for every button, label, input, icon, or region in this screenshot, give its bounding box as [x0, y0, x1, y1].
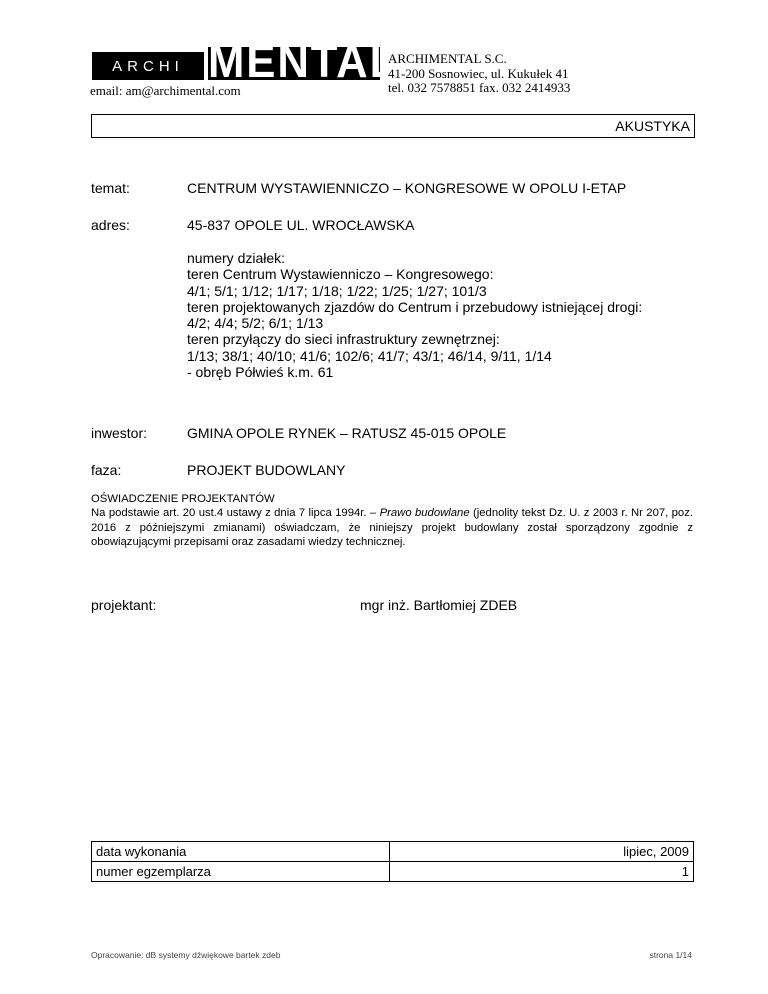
- parcel-line: - obręb Półwieś k.m. 61: [187, 364, 334, 381]
- temat-label: temat:: [91, 180, 130, 196]
- document-meta-table: [91, 841, 694, 882]
- meta-value-date: lipiec, 2009: [390, 842, 694, 862]
- declaration-law-name: Prawo budowlane: [379, 507, 470, 520]
- adres-value: 45-837 OPOLE UL. WROCŁAWSKA: [187, 217, 415, 233]
- parcel-line: 1/13; 38/1; 40/10; 41/6; 102/6; 41/7; 43/1; 46/14, 9/11, 1/14: [187, 347, 552, 364]
- inwestor-label: inwestor:: [91, 425, 148, 441]
- company-address: 41-200 Sosnowiec, ul. Kukułek 41: [388, 65, 569, 81]
- declaration-title: OŚWIADCZENIE PROJEKTANTÓW: [91, 493, 275, 505]
- meta-key-date: data wykonania: [92, 842, 390, 862]
- table-row: [92, 862, 694, 882]
- adres-label: adres:: [91, 217, 130, 233]
- designer-label: projektant:: [91, 597, 157, 613]
- faza-value: PROJEKT BUDOWLANY: [187, 462, 346, 478]
- section-title-box: [91, 114, 695, 138]
- parcel-line: numery działek:: [187, 250, 286, 266]
- parcel-line: teren Centrum Wystawienniczo – Kongresowego:: [187, 266, 494, 283]
- logo-mental-text: MENTAL: [208, 35, 399, 87]
- parcel-line: 4/1; 5/1; 1/12; 1/17; 1/18; 1/22; 1/25; 1/27; 101/3: [187, 282, 487, 299]
- company-logo: [92, 35, 399, 87]
- parcel-line: 4/2; 4/4; 5/2; 6/1; 1/13: [187, 315, 324, 332]
- parcel-line: teren przyłączy do sieci infrastruktury zewnętrznej:: [187, 331, 500, 348]
- designer-declaration: [91, 492, 693, 549]
- temat-value: CENTRUM WYSTAWIENNICZO – KONGRESOWE W OPOLU I-ETAP: [187, 180, 627, 196]
- section-title: AKUSTYKA: [615, 118, 690, 134]
- company-email: email: am@archimental.com: [90, 83, 241, 98]
- declaration-text-end: (jednolity tekst Dz. U. z 2003 r. Nr 207, poz. 2016 z późniejszymi zmianami) oświadczam, że niniejszy projekt budowlany został sporządzony zgodnie z obowiązującymi przepisami oraz zasadami wiedzy technicznej.: [91, 507, 694, 548]
- footer-author: Opracowanie: dB systemy dźwiękowe bartek zdeb: [91, 950, 281, 960]
- declaration-text-start: Na podstawie art. 20 ust.4 ustawy z dnia 7 lipca 1994r. –: [91, 507, 380, 520]
- company-info: [388, 52, 570, 96]
- declaration-text: [91, 506, 693, 549]
- company-name: ARCHIMENTAL S.C.: [388, 51, 507, 66]
- parcel-line: teren projektowanych zjazdów do Centrum i przebudowy istniejącej drogi:: [187, 298, 643, 315]
- meta-key-copy-number: numer egzemplarza: [92, 862, 390, 882]
- parcel-list: [187, 250, 642, 380]
- designer-name: mgr inż. Bartłomiej ZDEB: [360, 597, 518, 613]
- faza-label: faza:: [91, 462, 122, 478]
- company-phone: tel. 032 7578851 fax. 032 2414933: [388, 80, 571, 95]
- inwestor-value: GMINA OPOLE RYNEK – RATUSZ 45-015 OPOLE: [187, 425, 507, 441]
- footer-page-number: strona 1/14: [649, 950, 692, 960]
- logo-archi-text: ARCHI: [112, 58, 184, 75]
- meta-value-copy-number: 1: [390, 862, 694, 882]
- table-row: [92, 842, 694, 862]
